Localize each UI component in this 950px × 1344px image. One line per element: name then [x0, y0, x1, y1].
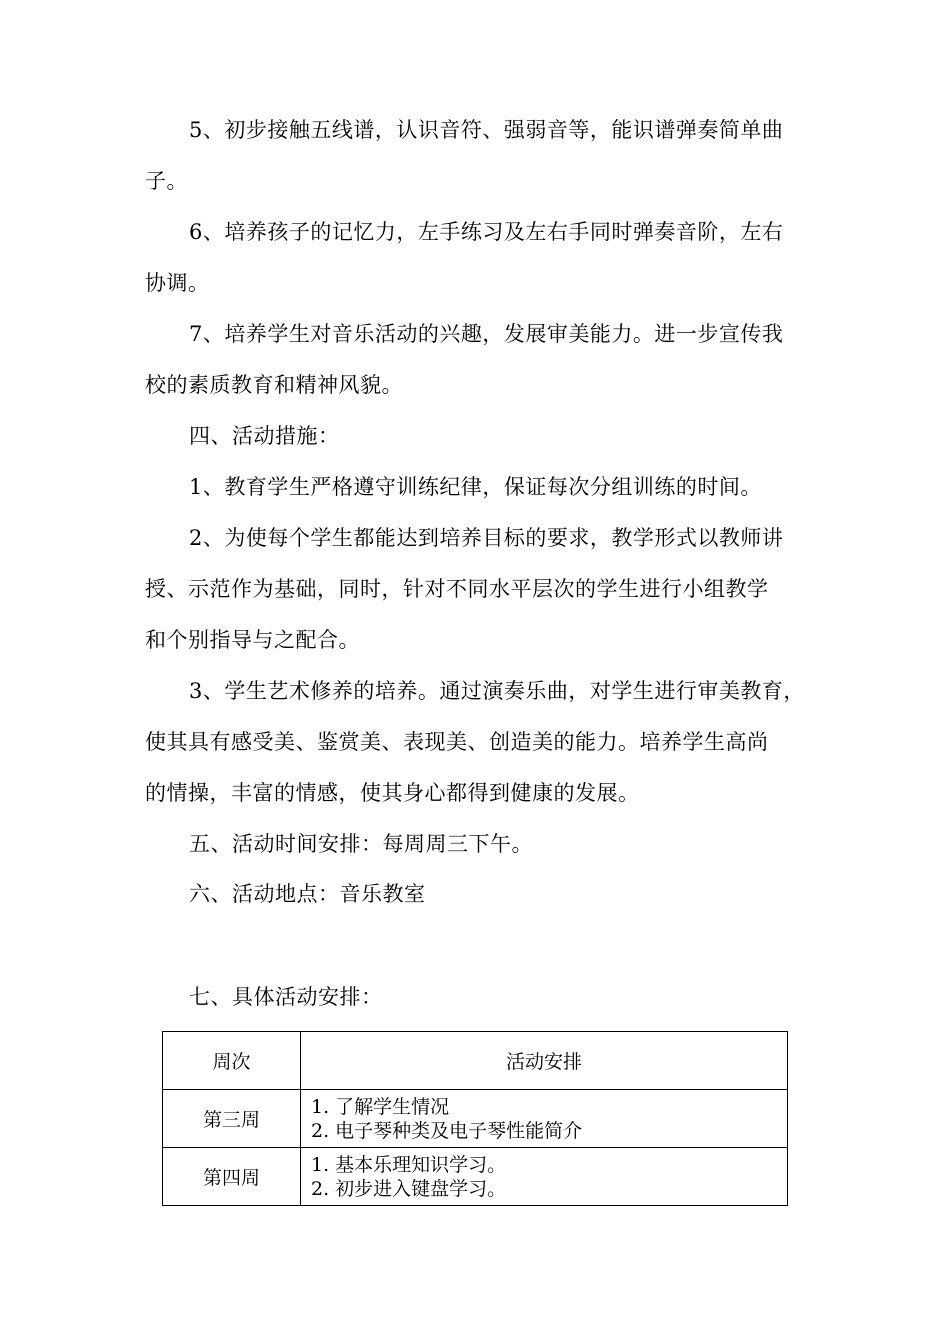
activities-cell	[301, 1090, 788, 1148]
goal-7-line-1: 7、培养学生对音乐活动的兴趣，发展审美能力。进一步宣传我	[189, 322, 784, 346]
activity-item: 1. 基本乐理知识学习。	[311, 1153, 507, 1176]
table-header-row	[163, 1032, 788, 1090]
section-6-heading: 六、活动地点：音乐教室	[189, 882, 426, 906]
activity-item: 2. 电子琴种类及电子琴性能简介	[311, 1119, 583, 1142]
section-5-heading: 五、活动时间安排：每周周三下午。	[189, 832, 533, 856]
measure-3-line-3: 的情操，丰富的情感，使其身心都得到健康的发展。	[145, 781, 640, 805]
goal-5-line-1: 5、初步接触五线谱，认识音符、强弱音等，能识谱弹奏简单曲	[189, 118, 784, 142]
table-row	[163, 1148, 788, 1206]
goal-6-line-1: 6、培养孩子的记忆力，左手练习及左右手同时弹奏音阶，左右	[189, 220, 784, 244]
goal-6-line-2: 协调。	[145, 271, 210, 295]
section-7-heading: 七、具体活动安排：	[189, 985, 383, 1009]
week-cell: 第四周	[163, 1148, 301, 1206]
activities-cell	[301, 1148, 788, 1206]
section-4-heading: 四、活动措施：	[189, 424, 340, 448]
goal-7-line-2: 校的素质教育和精神风貌。	[145, 373, 403, 397]
measure-3-line-1: 3、学生艺术修养的培养。通过演奏乐曲，对学生进行审美教育，	[189, 679, 805, 703]
measure-2-line-3: 和个别指导与之配合。	[145, 628, 360, 652]
header-activities: 活动安排	[301, 1032, 788, 1090]
week-cell: 第三周	[163, 1090, 301, 1148]
activity-item: 1. 了解学生情况	[311, 1095, 450, 1118]
header-week: 周次	[163, 1032, 301, 1090]
measure-3-line-2: 使其具有感受美、鉴赏美、表现美、创造美的能力。培养学生高尚	[145, 730, 769, 754]
goal-5-line-2: 子。	[145, 169, 188, 193]
schedule-table	[162, 1031, 788, 1206]
measure-2-line-2: 授、示范作为基础，同时，针对不同水平层次的学生进行小组教学	[145, 577, 769, 601]
table-row	[163, 1090, 788, 1148]
measure-1: 1、教育学生严格遵守训练纪律，保证每次分组训练的时间。	[189, 475, 762, 499]
measure-2-line-1: 2、为使每个学生都能达到培养目标的要求，教学形式以教师讲	[189, 526, 784, 550]
activity-item: 2. 初步进入键盘学习。	[311, 1177, 507, 1200]
